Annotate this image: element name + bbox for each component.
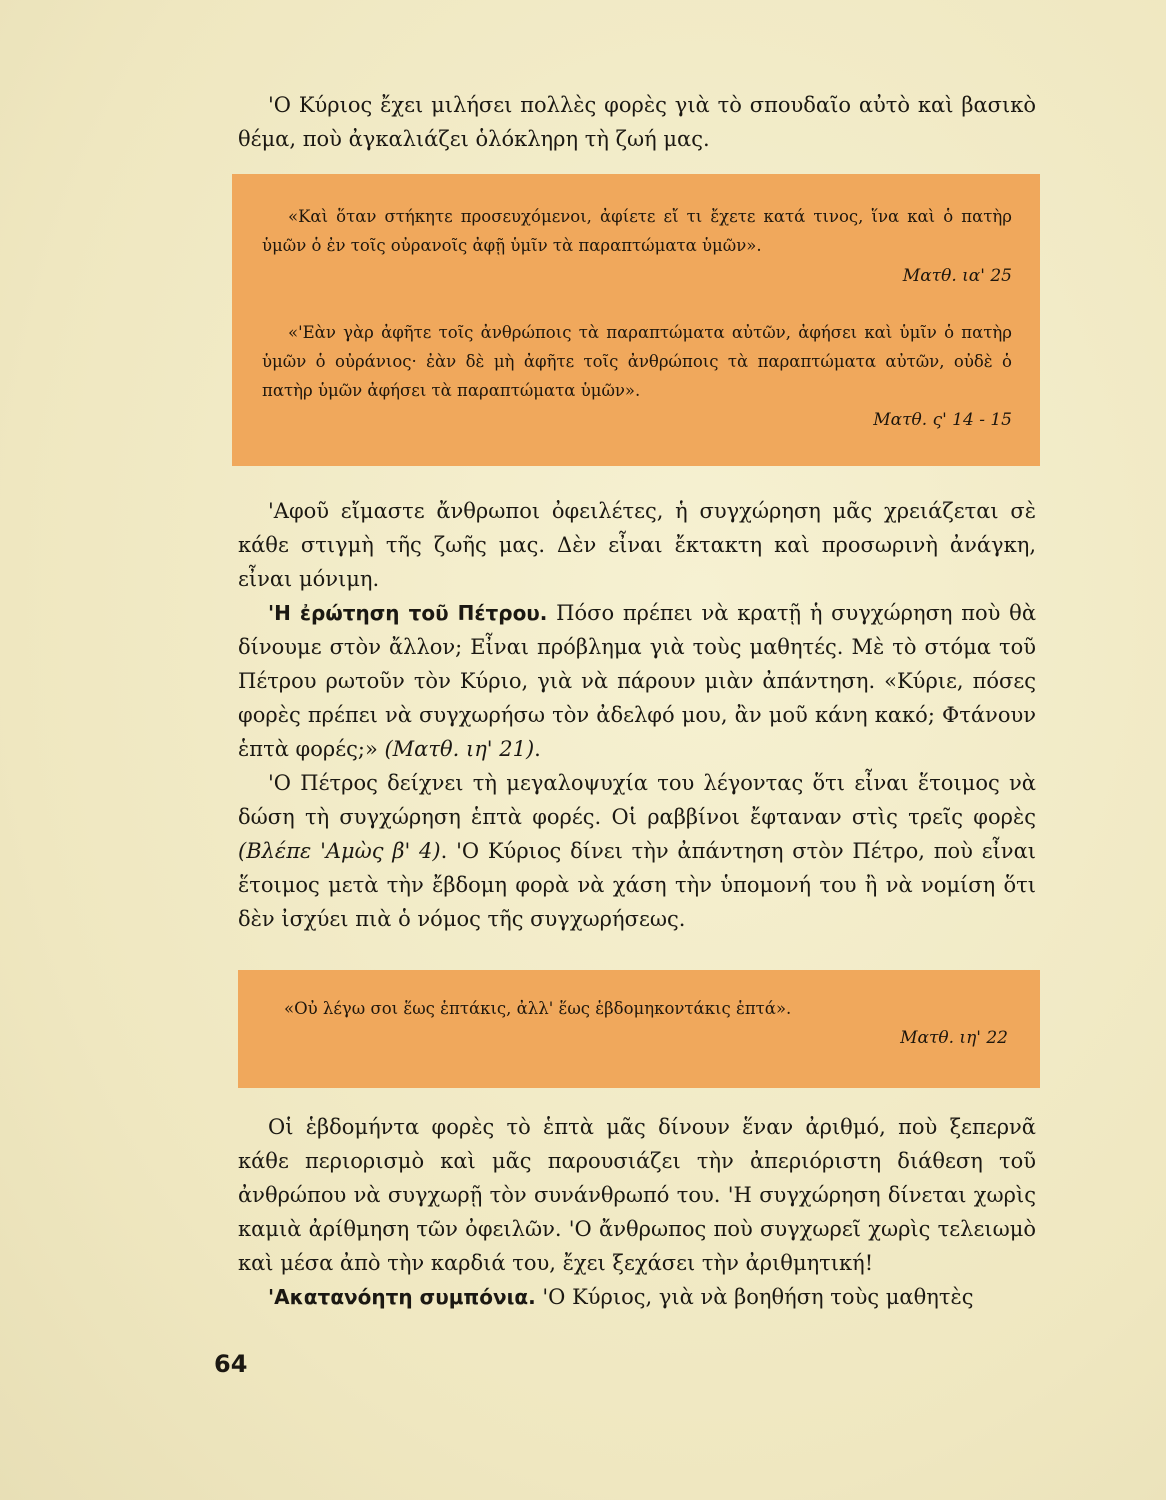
paragraph-text: . 'Ο Κύριος δίνει τὴν ἀπάντηση στὸν Πέτρο, ποὺ εἶναι ἕτοιμος μετὰ τὴν ἔβδομη φορὰ νὰ χάση τὴν ὑπομονή του ἢ νὰ νομίση ὅτι δὲν ἰσχύει πιὰ ὁ νόμος τῆς συγχωρήσεως. xyxy=(238,839,1036,931)
paragraph-text: 'Ο Κύριος, γιὰ νὰ βοηθήση τοὺς μαθητὲς xyxy=(535,1285,974,1309)
paragraph-text: Πόσο πρέπει νὰ κρατῇ ἡ συγχώρηση ποὺ θὰ δίνουμε στὸν ἄλλον; Εἶναι πρόβλημα γιὰ τοὺς μαθητές. Μὲ τὸ στόμα τοῦ Πέτρου ρωτοῦν τὸν Κύριο, γιὰ νὰ πάρουν μιὰν ἀπάντηση. «Κύριε, πόσες φορὲς πρέπει νὰ συγχωρήσω τὸν ἀδελφό μου, ἂν μοῦ κάνη κακό; Φτάνουν ἑπτὰ φορές;» xyxy=(238,601,1037,761)
scripture-ref-2: Ματθ. ς' 14 - 15 xyxy=(873,410,1012,430)
scripture-ref-3: Ματθ. ιη' 22 xyxy=(900,1028,1008,1048)
scripture-reference: (Ματθ. ιη' 21) xyxy=(384,737,535,761)
paragraph-peter-generosity xyxy=(238,766,1036,936)
section-heading-peter: 'Η ἐρώτηση τοῦ Πέτρου. xyxy=(268,601,548,625)
paragraph-text: 'Ο Πέτρος δείχνει τὴ μεγαλοψυχία του λέγοντας ὅτι εἶναι ἕτοιμος νὰ δώση τὴ συγχώρηση ἑπτὰ φορές. Οἱ ραββίνοι ἔφταναν στὶς τρεῖς φορὲς xyxy=(238,771,1036,829)
paragraph-compassion xyxy=(238,1280,1036,1314)
scripture-quote-1: «Καὶ ὅταν στήκητε προσευχόμενοι, ἀφίετε εἴ τι ἔχετε κατά τινος, ἵνα καὶ ὁ πατὴρ ὑμῶν ὁ ἐν τοῖς οὐρανοῖς ἀφῇ ὑμῖν τὰ παραπτώματα ὑμῶν». xyxy=(262,207,1012,255)
scripture-quote-2: «'Εὰν γὰρ ἀφῆτε τοῖς ἀνθρώποις τὰ παραπτώματα αὐτῶν, ἀφήσει καὶ ὑμῖν ὁ πατὴρ ὑμῶν ὁ οὐράνιος· ἐὰν δὲ μὴ ἀφῆτε τοῖς ἀνθρώποις τὰ παραπτώματα αὐτῶν, οὐδὲ ὁ πατὴρ ὑμῶν ἀφήσει τὰ παραπτώματα ὑμῶν». xyxy=(262,323,1012,400)
section-heading-compassion: 'Ακατανόητη συμπόνια. xyxy=(268,1285,536,1309)
scripture-reference: (Βλέπε 'Αμὼς β' 4) xyxy=(238,839,441,863)
paragraph-peter-question: 'Η ἐρώτηση τοῦ Πέτρου. Πόσο πρέπει νὰ κρατῇ ἡ συγχώρηση ποὺ θὰ δίνουμε στὸν ἄλλον; Εἶναι πρόβλημα γιὰ τοὺς μαθητές. Μὲ τὸ στόμα τοῦ Πέτρου ρωτοῦν τὸν Κύριο, γιὰ νὰ πάρουν μιὰν ἀπάντηση. «Κύριε, πόσες φορὲς πρέπει νὰ συγχωρήσω τὸν ἀδελφό μου, ἂν μοῦ κάνη κακό; Φτάνουν ἑπτὰ φορές;» (Ματθ. ιη' 21). xyxy=(238,601,1037,761)
scripture-ref-1: Ματθ. ια' 25 xyxy=(902,266,1012,286)
paragraph-seventy-times: Οἱ ἑβδομήντα φορὲς τὸ ἑπτὰ μᾶς δίνουν ἕναν ἀριθμό, ποὺ ξεπερνᾶ κάθε περιορισμὸ καὶ μᾶς παρουσιάζει τὴν ἀπεριόριστη διάθεση τοῦ ἀνθρώπου νὰ συγχωρῇ τὸν συνάνθρωπό του. 'Η συγχώρηση δίνεται χωρὶς καμιὰ ἀρίθμηση τῶν ὀφειλῶν. 'Ο ἄνθρωπος ποὺ συγχωρεῖ χωρὶς τελειωμὸ καὶ μέσα ἀπὸ τὴν καρδιά του, ἔχει ξεχάσει τὴν ἀριθμητική! xyxy=(238,1115,1036,1275)
scripture-box-2 xyxy=(238,970,1040,1088)
scripture-quote-3: «Οὐ λέγω σοι ἕως ἑπτάκις, ἀλλ' ἕως ἑβδομηκοντάκις ἑπτά». xyxy=(284,999,792,1018)
intro-paragraph: 'Ο Κύριος ἔχει μιλήσει πολλὲς φορὲς γιὰ τὸ σπουδαῖο αὐτὸ καὶ βασικὸ θέμα, ποὺ ἀγκαλιάζει ὁλόκληρη τὴ ζωή μας. xyxy=(238,93,1036,151)
scripture-box-1 xyxy=(232,174,1040,466)
page-number: 64 xyxy=(214,1350,248,1378)
paragraph-debtors: 'Αφοῦ εἴμαστε ἄνθρωποι ὀφειλέτες, ἡ συγχώρηση μᾶς χρειάζεται σὲ κάθε στιγμὴ τῆς ζωῆς μας. Δὲν εἶναι ἔκτακτη καὶ προσωρινὴ ἀνάγκη, εἶναι μόνιμη. xyxy=(238,499,1036,591)
